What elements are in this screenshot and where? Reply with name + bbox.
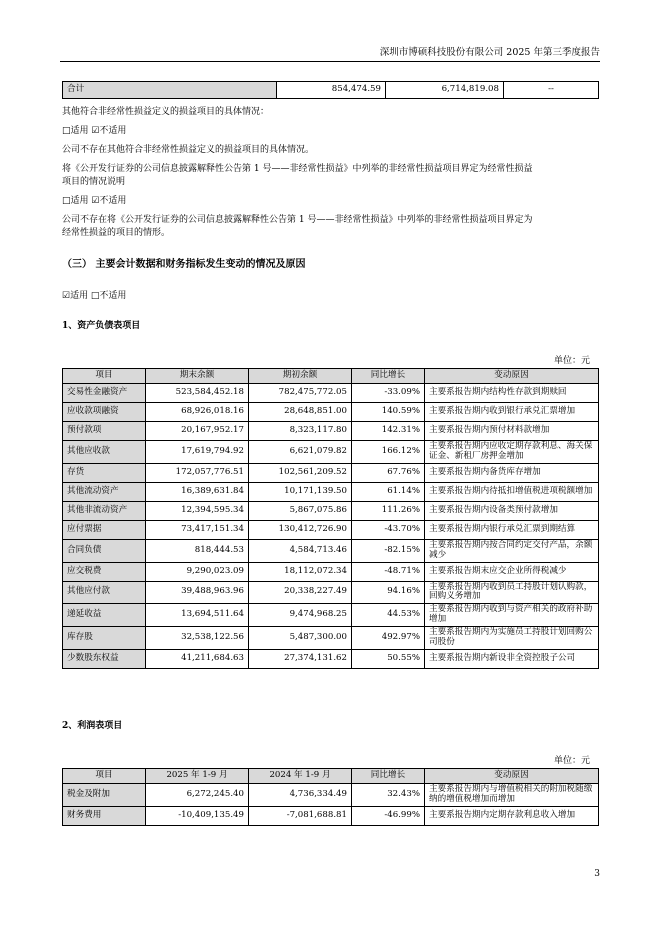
- row-item: 少数股东权益: [63, 649, 146, 668]
- row-value-1: 6,272,245.40: [146, 784, 249, 807]
- table-row: [63, 463, 599, 482]
- col-header: 项目: [63, 369, 146, 384]
- text-line: 经常性损益的项目的情形。: [62, 228, 171, 238]
- row-value-2: 8,323,117.80: [249, 422, 352, 441]
- table-row: [63, 604, 599, 627]
- page-header: 深圳市博硕科技股份有限公司 2025 年第三季度报告: [60, 44, 600, 62]
- col-header: 变动原因: [425, 769, 599, 784]
- row-item: 其他流动资产: [63, 482, 146, 501]
- row-change: -43.70%: [352, 520, 425, 539]
- col-header: 2025 年 1-9 月: [146, 769, 249, 784]
- row-reason: 主要系报告期内设备类预付款增加: [425, 501, 599, 520]
- row-change: 94.16%: [352, 581, 425, 604]
- row-change: 166.12%: [352, 441, 425, 464]
- total-v2: 6,714,819.08: [386, 82, 504, 99]
- table-row: [63, 441, 599, 464]
- table-row: [63, 806, 599, 825]
- row-value-1: 32,538,122.56: [146, 627, 249, 650]
- table-row: [63, 539, 599, 562]
- col-header: 期末余额: [146, 369, 249, 384]
- col-header: 变动原因: [425, 369, 599, 384]
- text-line: 项目的情况说明: [62, 177, 126, 187]
- col-header: 同比增长: [352, 369, 425, 384]
- applicable-checkbox: □适用 ☑不适用: [62, 126, 127, 136]
- row-value-1: 20,167,952.17: [146, 422, 249, 441]
- row-value-2: 27,374,131.62: [249, 649, 352, 668]
- income-table: [62, 768, 599, 826]
- row-change: 111.26%: [352, 501, 425, 520]
- row-item: 财务费用: [63, 806, 146, 825]
- balance-table: [62, 368, 599, 669]
- row-change: 142.31%: [352, 422, 425, 441]
- col-header: 项目: [63, 769, 146, 784]
- unit-label: 单位：元: [553, 756, 590, 766]
- row-change: 140.59%: [352, 403, 425, 422]
- row-item: 税金及附加: [63, 784, 146, 807]
- row-value-2: 5,487,300.00: [249, 627, 352, 650]
- row-item: 存货: [63, 463, 146, 482]
- row-value-1: 172,057,776.51: [146, 463, 249, 482]
- row-item: 交易性金融资产: [63, 384, 146, 403]
- row-change: -33.09%: [352, 384, 425, 403]
- page-number: 3: [594, 869, 600, 879]
- table-row: [63, 422, 599, 441]
- row-value-1: 12,394,595.34: [146, 501, 249, 520]
- row-value-2: 782,475,772.05: [249, 384, 352, 403]
- total-table: [62, 81, 599, 99]
- row-change: -48.71%: [352, 562, 425, 581]
- text-line: 公司不存在其他符合非经常性损益定义的损益项目的具体情况。: [62, 145, 315, 155]
- row-value-2: 28,648,851.00: [249, 403, 352, 422]
- row-item: 应收款项融资: [63, 403, 146, 422]
- table-row: [63, 784, 599, 807]
- row-item: 应付票据: [63, 520, 146, 539]
- row-reason: 主要系报告期内预付材料款增加: [425, 422, 599, 441]
- row-change: 61.14%: [352, 482, 425, 501]
- table-row: [63, 581, 599, 604]
- row-reason: 主要系报告期内收到员工持股计划认购款，回购义务增加: [425, 581, 599, 604]
- table-row: [63, 649, 599, 668]
- text-line: 其他符合非经常性损益定义的损益项目的具体情况：: [62, 107, 270, 117]
- table-row: [63, 562, 599, 581]
- row-change: -46.99%: [352, 806, 425, 825]
- row-value-1: 39,488,963.96: [146, 581, 249, 604]
- row-item: 其他应付款: [63, 581, 146, 604]
- row-reason: 主要系报告期内按合同约定交付产品，余额减少: [425, 539, 599, 562]
- unit-label: 单位：元: [553, 356, 590, 366]
- row-item: 其他非流动资产: [63, 501, 146, 520]
- total-v3: --: [504, 82, 599, 99]
- row-reason: 主要系报告期末应交企业所得税减少: [425, 562, 599, 581]
- total-v1: 854,474.59: [277, 82, 386, 99]
- row-reason: 主要系报告期内新设非全资控股子公司: [425, 649, 599, 668]
- row-item: 其他应收款: [63, 441, 146, 464]
- row-reason: 主要系报告期内收到银行承兑汇票增加: [425, 403, 599, 422]
- row-item: 合同负债: [63, 539, 146, 562]
- row-reason: 主要系报告期内为实施员工持股计划回购公司股份: [425, 627, 599, 650]
- row-value-1: 73,417,151.34: [146, 520, 249, 539]
- applicable-checkbox: □适用 ☑不适用: [62, 196, 127, 206]
- row-value-1: 16,389,631.84: [146, 482, 249, 501]
- row-reason: 主要系报告期内备货库存增加: [425, 463, 599, 482]
- table-row: [63, 520, 599, 539]
- text-line: 将《公开发行证券的公司信息披露解释性公告第 1 号——非经常性损益》中列举的非经常性损益项目界定为经常性损益: [62, 164, 533, 174]
- table-row: [63, 627, 599, 650]
- row-value-1: 523,584,452.18: [146, 384, 249, 403]
- row-change: 492.97%: [352, 627, 425, 650]
- total-label: 合计: [63, 82, 277, 99]
- col-header: 同比增长: [352, 769, 425, 784]
- table-row: [63, 482, 599, 501]
- row-reason: 主要系报告期内待抵扣增值税进项税额增加: [425, 482, 599, 501]
- row-reason: 主要系报告期内与增值税相关的附加税随缴纳的增值税增加而增加: [425, 784, 599, 807]
- row-item: 应交税费: [63, 562, 146, 581]
- table-row: [63, 403, 599, 422]
- subsection-title: 1、资产负债表项目: [62, 321, 141, 331]
- row-reason: 主要系报告期内银行承兑汇票到期结算: [425, 520, 599, 539]
- row-value-2: 10,171,139.50: [249, 482, 352, 501]
- row-reason: 主要系报告期内定期存款利息收入增加: [425, 806, 599, 825]
- row-value-2: 5,867,075.86: [249, 501, 352, 520]
- row-value-1: 13,694,511.64: [146, 604, 249, 627]
- row-change: 67.76%: [352, 463, 425, 482]
- row-change: -82.15%: [352, 539, 425, 562]
- col-header: 2024 年 1-9 月: [249, 769, 352, 784]
- applicable-checkbox: ☑适用 □不适用: [62, 291, 127, 301]
- row-change: 44.53%: [352, 604, 425, 627]
- row-reason: 主要系报告期内应收定期存款利息、海关保证金、新租厂房押金增加: [425, 441, 599, 464]
- row-item: 预付款项: [63, 422, 146, 441]
- row-value-1: 41,211,684.63: [146, 649, 249, 668]
- row-value-2: 4,584,713.46: [249, 539, 352, 562]
- row-value-2: -7,081,688.81: [249, 806, 352, 825]
- table-row: [63, 384, 599, 403]
- row-value-2: 18,112,072.34: [249, 562, 352, 581]
- row-reason: 主要系报告期内收到与资产相关的政府补助增加: [425, 604, 599, 627]
- row-item: 库存股: [63, 627, 146, 650]
- row-value-2: 6,621,079.82: [249, 441, 352, 464]
- subsection-title: 2、利润表项目: [62, 721, 123, 731]
- table-row: [63, 501, 599, 520]
- section-title: （三） 主要会计数据和财务指标发生变动的情况及原因: [62, 259, 306, 270]
- row-change: 50.55%: [352, 649, 425, 668]
- text-line: 公司不存在将《公开发行证券的公司信息披露解释性公告第 1 号——非经常性损益》中列举的非经常性损益项目界定为: [62, 215, 533, 225]
- row-value-2: 9,474,968.25: [249, 604, 352, 627]
- row-value-1: 818,444.53: [146, 539, 249, 562]
- row-value-2: 4,736,334.49: [249, 784, 352, 807]
- row-item: 递延收益: [63, 604, 146, 627]
- row-value-2: 20,338,227.49: [249, 581, 352, 604]
- row-value-1: 9,290,023.09: [146, 562, 249, 581]
- row-change: 32.43%: [352, 784, 425, 807]
- row-reason: 主要系报告期内结构性存款到期赎回: [425, 384, 599, 403]
- col-header: 期初余额: [249, 369, 352, 384]
- row-value-2: 130,412,726.90: [249, 520, 352, 539]
- row-value-1: -10,409,135.49: [146, 806, 249, 825]
- row-value-2: 102,561,209.52: [249, 463, 352, 482]
- row-value-1: 17,619,794.92: [146, 441, 249, 464]
- row-value-1: 68,926,018.16: [146, 403, 249, 422]
